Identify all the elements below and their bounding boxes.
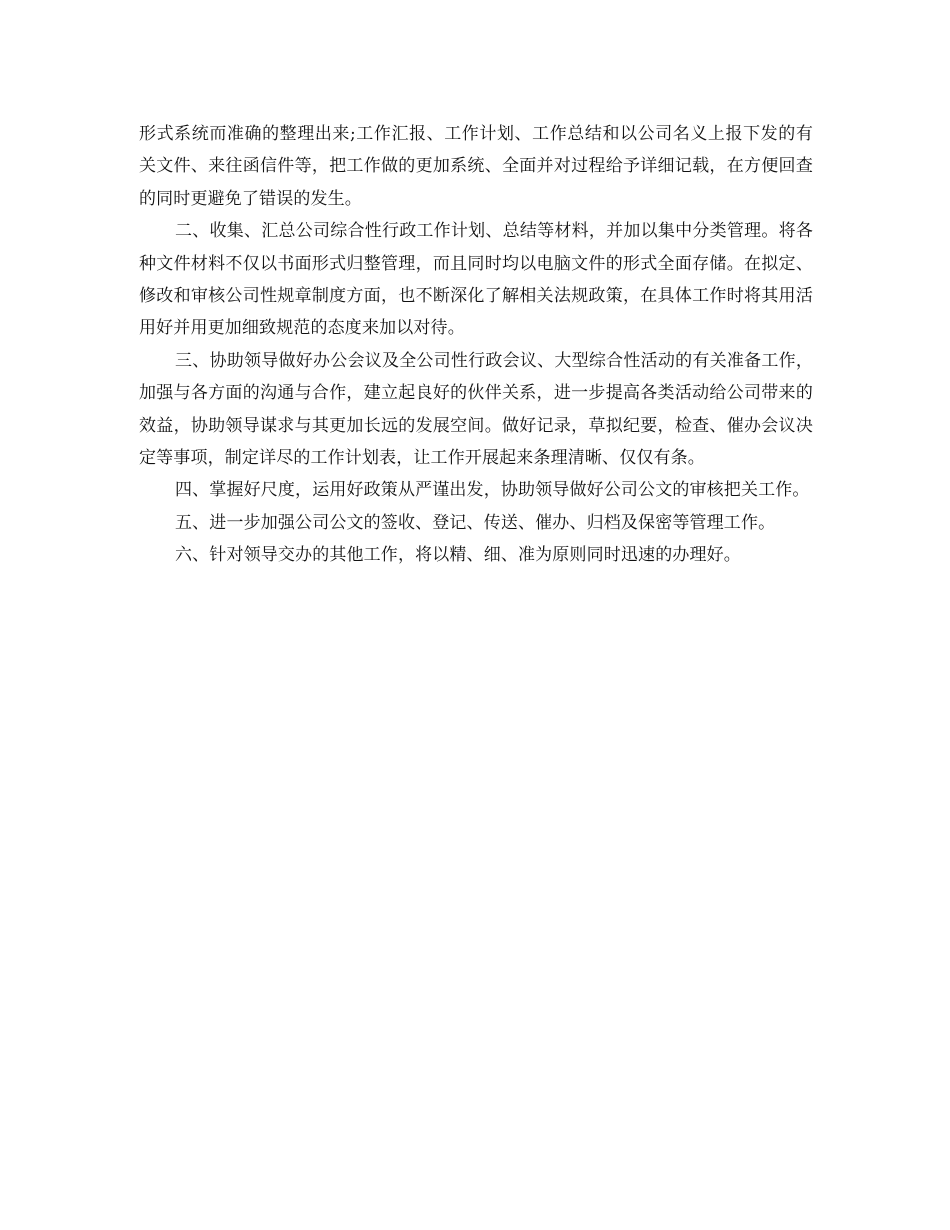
document-body bbox=[139, 118, 813, 572]
paragraph-item-2: 二、收集、汇总公司综合性行政工作计划、总结等材料，并加以集中分类管理。将各种文件材料不仅以书面形式归整管理，而且同时均以电脑文件的形式全面存储。在拟定、修改和审核公司性规章制度方面，也不断深化了解相关法规政策，在具体工作时将其用活用好并用更加细致规范的态度来加以对待。 bbox=[139, 221, 813, 339]
paragraph-item-3: 三、协助领导做好办公会议及全公司性行政会议、大型综合性活动的有关准备工作，加强与各方面的沟通与合作，建立起良好的伙伴关系，进一步提高各类活动给公司带来的效益，协助领导谋求与其更加长远的发展空间。做好记录，草拟纪要，检查、催办会议决定等事项，制定详尽的工作计划表，让工作开展起来条理清晰、仅仅有条。 bbox=[139, 350, 813, 469]
paragraph-continuation: 形式系统而准确的整理出来;工作汇报、工作计划、工作总结和以公司名义上报下发的有关文件、来往函信件等，把工作做的更加系统、全面并对过程给予详细记载，在方便回查的同时更避免了错误的发生。 bbox=[139, 124, 813, 209]
paragraph-item-5: 五、进一步加强公司公文的签收、登记、传送、催办、归档及保密等管理工作。 bbox=[175, 512, 776, 533]
paragraph-item-6: 六、针对领导交办的其他工作，将以精、细、准为原则同时迅速的办理好。 bbox=[175, 545, 741, 566]
paragraph-item-4: 四、掌握好尺度，运用好政策从严谨出发，协助领导做好公司公文的审核把关工作。 bbox=[175, 480, 810, 501]
